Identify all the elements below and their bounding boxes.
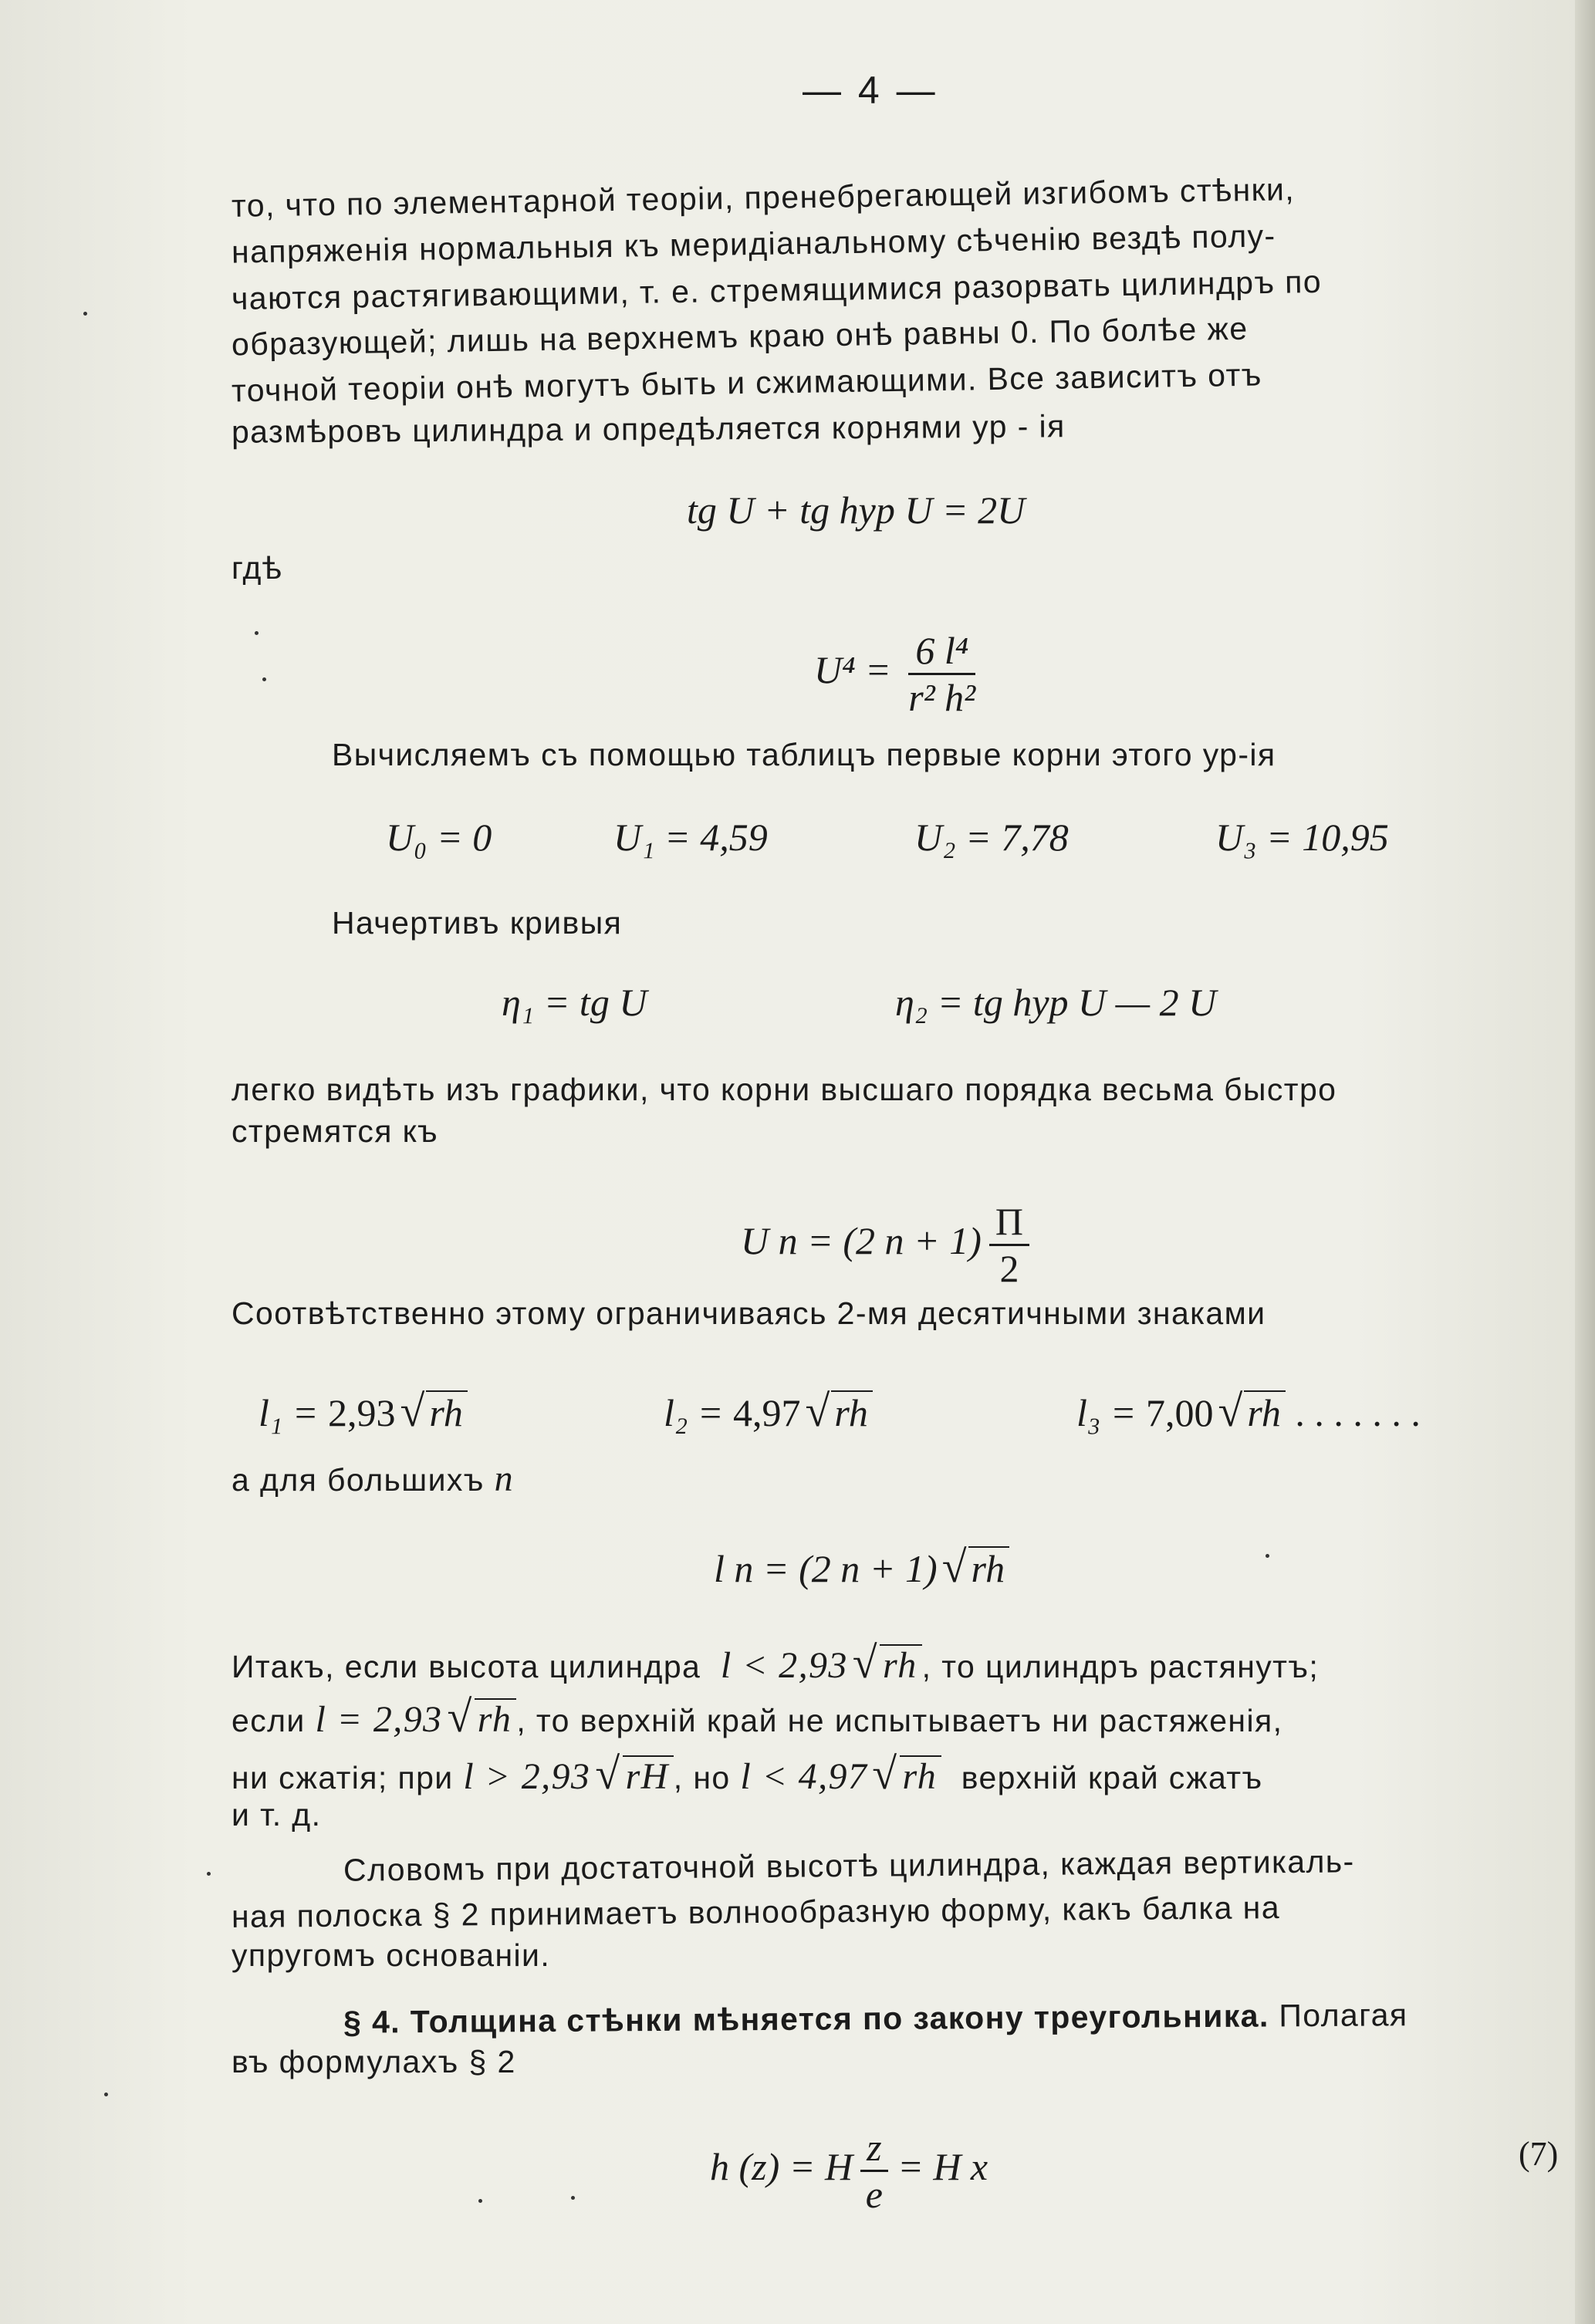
equation-ln-lhs: l n = (2 n + 1) bbox=[714, 1547, 938, 1590]
itak-line-4: и т. д. bbox=[231, 1797, 322, 1833]
section-4-line-2: въ формулахъ § 2 bbox=[231, 2044, 516, 2079]
root-u1: U₁ = 4,59 bbox=[613, 816, 768, 859]
speck bbox=[104, 2093, 108, 2096]
itak-line-3-formula: l > 2,93 bbox=[463, 1756, 591, 1797]
equation-tg-hyp: tg U + tg hyp U = 2U bbox=[687, 488, 1026, 532]
equation-u4-denominator: r² h² bbox=[908, 676, 976, 719]
equation-u4 bbox=[795, 593, 975, 717]
speck bbox=[262, 677, 266, 681]
slovom-line-3: упругомъ основанiи. bbox=[231, 1937, 551, 1973]
length-l3-lhs: l₃ = bbox=[1076, 1391, 1147, 1434]
equation-un-denominator: 2 bbox=[999, 1247, 1019, 1290]
length-l2 bbox=[664, 1386, 873, 1436]
itak-line-3-radicand: rH bbox=[623, 1755, 674, 1795]
speck bbox=[478, 2199, 482, 2203]
curve-eta1: η₁ = tg U bbox=[502, 981, 647, 1024]
length-l3-coef: 7,00 bbox=[1146, 1391, 1214, 1434]
accordingly-text: Соотвѣтственно этому ограничиваясь 2-мя десятичными знаками bbox=[231, 1295, 1266, 1331]
sqrt-sign: √ bbox=[400, 1386, 425, 1436]
para1-line-2: напряженія нормальныя къ меридіанальному сѣченію вездѣ полу- bbox=[231, 218, 1276, 270]
length-l3-tail: . . . . . . . bbox=[1285, 1391, 1421, 1434]
itak-line-3-formula-2: l < 4,97 bbox=[740, 1756, 868, 1797]
equation-u4-lhs: U⁴ = bbox=[814, 647, 901, 691]
itak-line-2 bbox=[231, 1691, 1283, 1741]
for-large-var: n bbox=[494, 1458, 515, 1499]
root-u0: U₀ = 0 bbox=[386, 816, 492, 859]
length-l1-coef: 2,93 bbox=[328, 1391, 396, 1434]
speck bbox=[571, 2196, 575, 2200]
section-4-heading-line bbox=[343, 1999, 1408, 2039]
length-l2-lhs: l₂ = bbox=[664, 1391, 734, 1434]
itak-line-3-radicand-2: rh bbox=[900, 1755, 942, 1795]
equation-7-rhs: = H x bbox=[897, 2144, 988, 2188]
equation-u4-fraction bbox=[908, 631, 975, 717]
section-4-heading: § 4. Толщина стѣнки мѣняется по закону треугольника. bbox=[343, 1998, 1269, 2040]
sqrt-sign: √ bbox=[941, 1542, 967, 1592]
speck bbox=[1266, 1554, 1269, 1558]
equation-ln-radicand: rh bbox=[968, 1546, 1010, 1588]
for-large-text bbox=[231, 1458, 515, 1499]
itak-line-3 bbox=[231, 1748, 1263, 1799]
root-u2: U₂ = 7,78 bbox=[914, 816, 1069, 859]
speck bbox=[207, 1872, 211, 1876]
slovom-line-2: ная полоска § 2 принимаетъ волнообразную форму, какъ балка на bbox=[231, 1890, 1281, 1934]
itak-line-1-text: Итакъ, если высота цилиндра bbox=[231, 1649, 701, 1684]
equation-7-fraction bbox=[860, 2128, 887, 2214]
length-l3 bbox=[1076, 1386, 1421, 1436]
length-l2-radicand: rh bbox=[831, 1390, 873, 1432]
for-large-label: а для большихъ bbox=[231, 1462, 485, 1498]
itak-line-2-tail: , то верхнiй край не испытываетъ ни растяженія, bbox=[516, 1703, 1283, 1738]
curve-eta2: η₂ = tg hyp U — 2 U bbox=[895, 981, 1217, 1024]
itak-line-3-tail: верхнiй край сжатъ bbox=[961, 1760, 1263, 1795]
itak-line-3-text: ни сжатія; при bbox=[231, 1760, 454, 1795]
equation-7-numerator: z bbox=[860, 2128, 887, 2172]
equation-un bbox=[721, 1164, 1029, 1288]
itak-line-1-radicand: rh bbox=[880, 1644, 922, 1684]
easy-see-line-2: стремятся къ bbox=[231, 1113, 439, 1149]
equation-un-lhs: U n = (2 n + 1) bbox=[741, 1218, 982, 1262]
length-l1 bbox=[259, 1386, 468, 1436]
length-l1-radicand: rh bbox=[426, 1390, 468, 1432]
para1-line-4: образующей; лишь на верхнемъ краю онѣ равны 0. По болѣе же bbox=[231, 310, 1249, 363]
para1-line-5: точной теорiи онѣ могутъ быть и сжимающими. Все зависитъ отъ bbox=[231, 356, 1263, 409]
speck bbox=[255, 631, 259, 635]
equation-7 bbox=[710, 2128, 988, 2214]
itak-line-2-formula: l = 2,93 bbox=[315, 1699, 443, 1740]
sqrt-sign: √ bbox=[852, 1637, 879, 1687]
itak-line-2-text: если bbox=[231, 1703, 306, 1738]
para1-line-1: то, что по элементарной теорiи, пренебрегающей изгибомъ стѣнки, bbox=[231, 171, 1296, 224]
sqrt-sign: √ bbox=[805, 1386, 830, 1436]
sqrt-sign: √ bbox=[872, 1748, 898, 1799]
length-l1-lhs: l₁ = bbox=[259, 1391, 329, 1434]
sqrt-sign: √ bbox=[447, 1691, 473, 1741]
para1-line-3: чаются растягивающими, т. е. стремящимися разорвать цилиндръ по bbox=[231, 263, 1323, 317]
itak-line-1 bbox=[231, 1637, 1320, 1687]
speck bbox=[83, 312, 87, 316]
section-4-heading-rest: Полагая bbox=[1269, 1997, 1408, 2034]
equation-ln bbox=[714, 1542, 1009, 1592]
root-u3: U₃ = 10,95 bbox=[1215, 816, 1389, 859]
itak-line-3-mid: , но bbox=[673, 1760, 731, 1795]
length-l3-radicand: rh bbox=[1244, 1390, 1286, 1432]
itak-line-1-formula: l < 2,93 bbox=[720, 1645, 848, 1686]
equation-u4-numerator: 6 l⁴ bbox=[908, 631, 975, 675]
itak-line-2-radicand: rh bbox=[475, 1698, 517, 1738]
length-l2-coef: 4,97 bbox=[733, 1391, 801, 1434]
page-number: — 4 — bbox=[803, 69, 938, 112]
page-edge bbox=[1575, 0, 1595, 2324]
slovom-line-1: Словомъ при достаточной высотѣ цилиндра, каждая вертикаль- bbox=[343, 1843, 1355, 1888]
word-gde: гдѣ bbox=[231, 550, 283, 586]
sqrt-sign: √ bbox=[1218, 1386, 1243, 1436]
itak-line-1-tail: , то цилиндръ растянутъ; bbox=[921, 1649, 1320, 1684]
equation-un-numerator: Π bbox=[989, 1202, 1029, 1246]
equation-7-label: (7) bbox=[1519, 2135, 1559, 2173]
para1-line-6: размѣровъ цилиндра и опредѣляется корнями ур - ія bbox=[231, 408, 1066, 450]
sqrt-sign: √ bbox=[595, 1748, 621, 1799]
computing-text: Вычисляемъ съ помощью таблицъ первые корни этого ур-ія bbox=[332, 737, 1276, 772]
equation-un-fraction bbox=[989, 1202, 1029, 1288]
drawing-text: Начертивъ кривыя bbox=[332, 905, 623, 941]
easy-see-line-1: легко видѣть изъ графики, что корни высшаго порядка весьма быстро bbox=[231, 1072, 1337, 1107]
equation-7-lhs: h (z) = H bbox=[710, 2144, 853, 2188]
equation-7-denominator: e bbox=[865, 2173, 883, 2216]
